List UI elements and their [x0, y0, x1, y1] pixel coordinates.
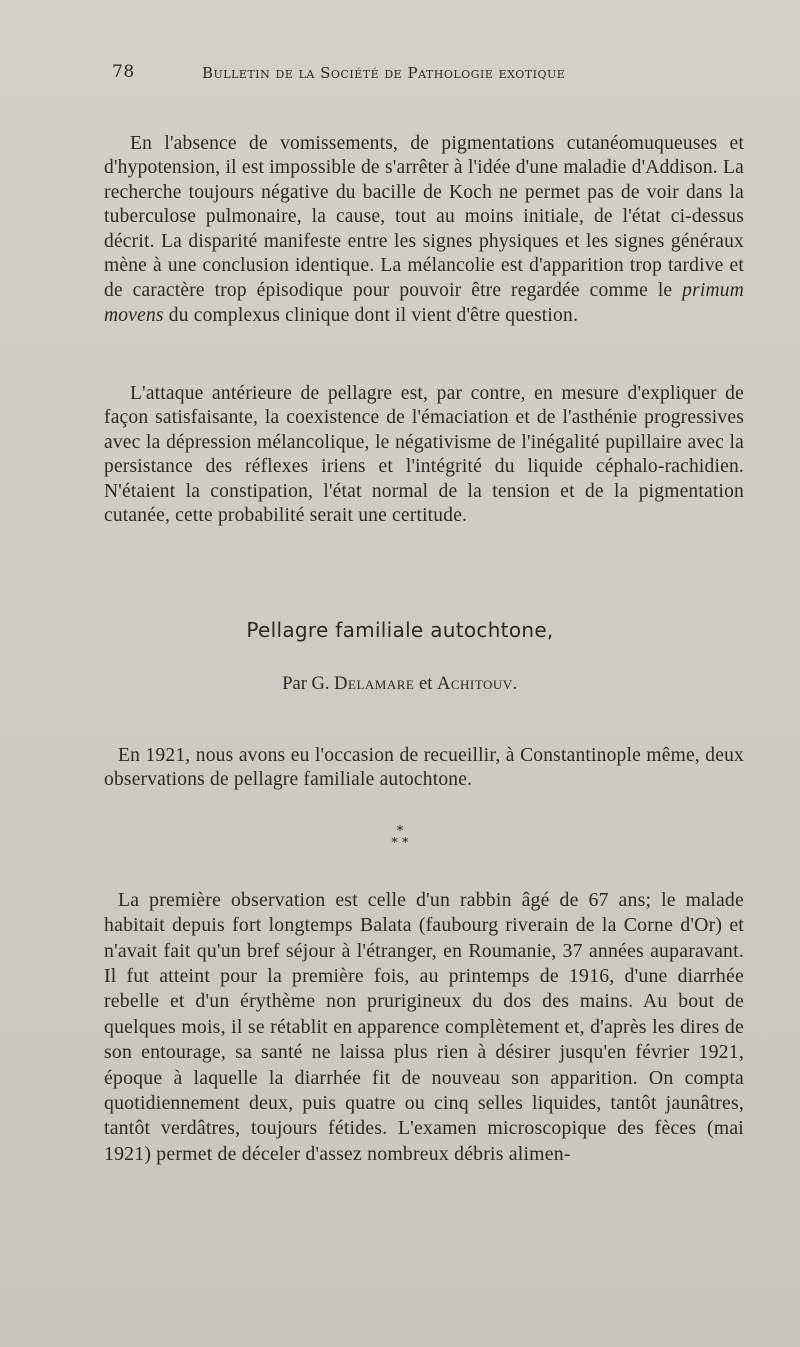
- author-1: Delamare: [334, 674, 415, 694]
- page-number: 78: [112, 62, 135, 82]
- observation-paragraph: La première observation est celle d'un rabbin âgé de 67 ans; le malade habitait depuis fort longtemps Balata (faubourg riverain de la Corne d'Or) et n'avait fait qu'un bref séjour à l'étranger, en Roumanie, 37 années auparavant. Il fut atteint pour la première fois, au printemps de 1916, d'une diarrhée rebelle et d'un érythème non prurigineux du dos des mains. Au bout de quelques mois, il se rétablit en apparence complètement et, d'après les dires de son entourage, sa santé ne laissa plus rien à désirer jusqu'en février 1921, époque à laquelle la diarrhée fit de nouveau son apparition. On compta quotidiennement deux, puis quatre ou cinq selles liquides, tantôt jaunâtres, tantôt verdâtres, toujours fétides. L'examen microscopique des fèces (mai 1921) permet de déceler d'assez nombreux débris alimen-: [104, 888, 744, 1165]
- paragraph-1-end: du complexus clinique dont il vient d'être question.: [168, 304, 579, 326]
- paragraph-pellagre: L'attaque antérieure de pellagre est, par contre, en mesure d'expliquer de façon satisfaisante, la coexistence de l'émaciation et de l'asthénie progressives avec la dépression mélancolique, le négativisme de l'inégalité pupillaire avec la persistance des réflexes iriens et l'intégrité du liquide céphalo-rachidien. N'étaient la constipation, l'état normal de la tension et de la pigmentation cutanée, cette probabilité serait une certitude.: [104, 382, 744, 527]
- section-separator: [0, 826, 800, 850]
- running-title: Bulletin de la Société de Pathologie exotique: [202, 64, 566, 82]
- article-byline: [0, 674, 800, 695]
- italic-phrase: primum movens: [104, 280, 745, 326]
- separator-bottom-stars: * *: [391, 836, 409, 851]
- byline-and: et: [419, 674, 433, 694]
- article-intro: En 1921, nous avons eu l'occasion de recueillir, à Constantinople même, deux observations de pellagre familiale autochtone.: [104, 744, 744, 791]
- paragraph-addison: [104, 132, 744, 329]
- separator-top-star: *: [396, 824, 404, 839]
- author-2: Achitouv.: [436, 674, 518, 694]
- paragraph-1-text: En l'absence de vomissements, de pigmentations cutanéomuqueuses et d'hypotension, il est impossible de s'arrêter à l'idée d'une maladie d'Addison. La recherche toujours négative du bacille de Koch ne permet pas de voir dans la tuberculose pulmonaire, la cause, tout au moins initiale, de l'état ci-dessus décrit. La disparité manifeste entre les signes physiques et les signes généraux mène à une conclusion identique. La mélancolie est d'apparition trop tardive et de caractère trop épisodique pour pouvoir être regardée comme le: [104, 132, 744, 302]
- byline-prefix: Par G.: [282, 674, 330, 694]
- article-title: Pellagre familiale autochtone,: [246, 618, 554, 642]
